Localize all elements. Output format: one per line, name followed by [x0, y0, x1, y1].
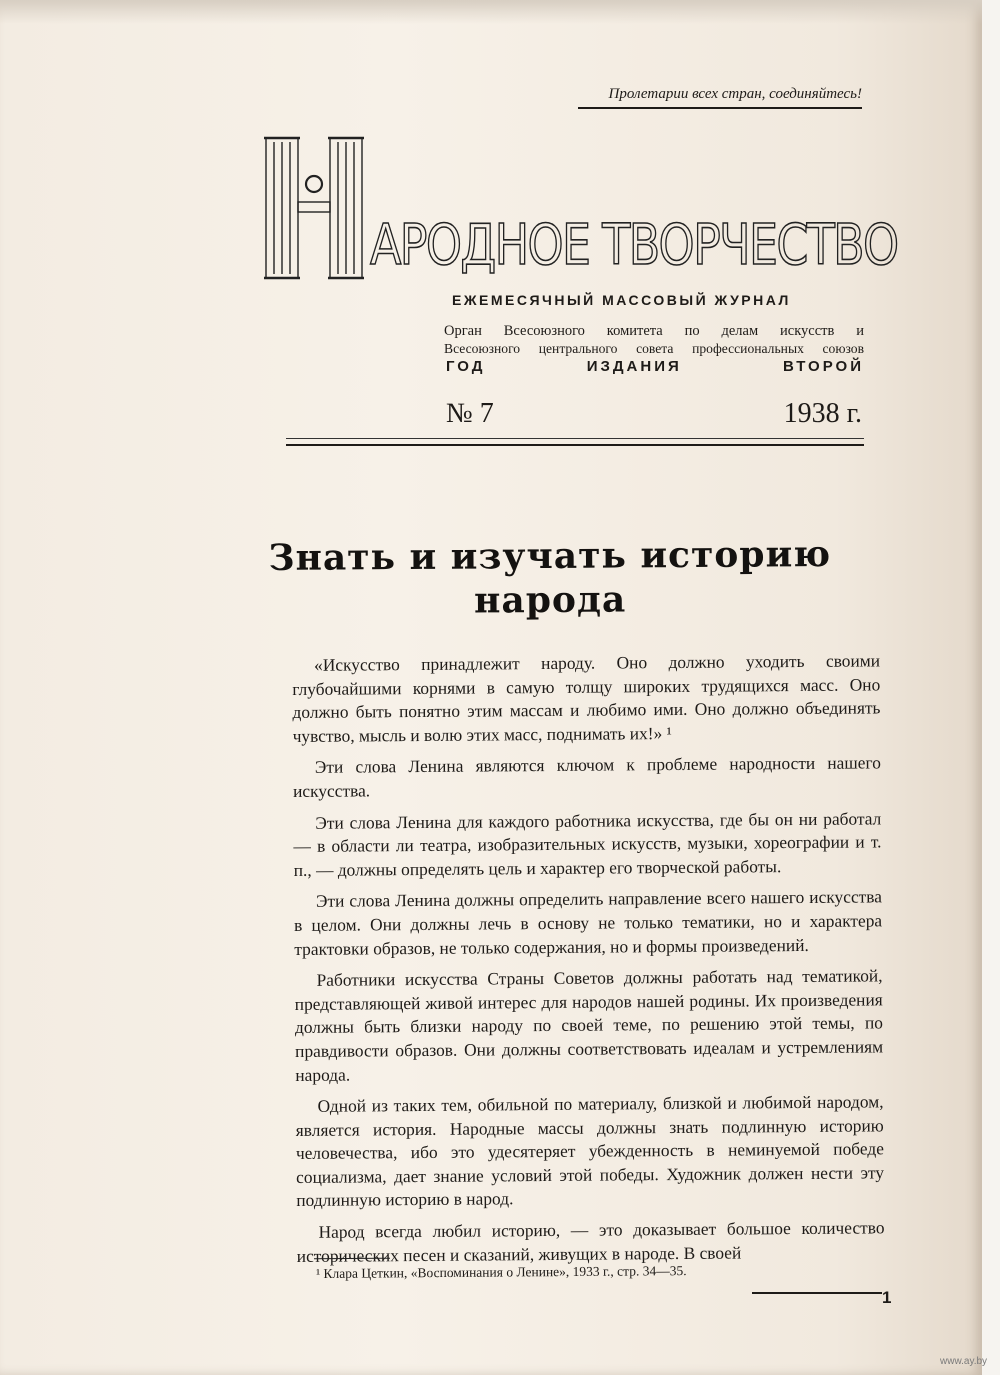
masthead-title: АРОДНОЕ ТВОРЧЕСТВО — [370, 213, 898, 278]
header-divider-thin — [286, 438, 864, 439]
masthead-initial-h — [262, 132, 366, 284]
paragraph: Работники искусства Страны Советов должны работать над тематикой, представляющей живой интерес для народов нашей родины. Их произведения должны быть близки народу по своей теме, по решению этой темы, по правдивости образов. Они должны соответствовать идеалам и устремлениям народа. — [294, 965, 884, 1085]
page-number: 1 — [882, 1288, 892, 1307]
paragraph: Эти слова Ленина должны определить направление всего нашего искусства в целом. Они должны лечь в основу не только тематики, но и характера трактовки образов, не только содержания, но и формы произведений. — [294, 886, 883, 959]
publication-year-line — [446, 358, 864, 375]
header-divider-thick — [286, 444, 864, 446]
article-title — [240, 532, 861, 624]
slogan: Пролетарии всех стран, соединяйтесь! — [578, 86, 862, 109]
publisher-line: Всесоюзного центрального совета профессиональных союзов — [444, 341, 864, 356]
publisher-line: Орган Всесоюзного комитета по делам искусств и — [444, 323, 864, 339]
paragraph: Одной из таких тем, обильной по материалу, близкой и любимой народом, является история. Народные массы должны знать подлинную историю человечества, ибо это удесятеряет убежденность в неминуемой победе социализма, дает знание условий этой победы. Художник должен нести эту подлинную историю в народ. — [295, 1091, 885, 1211]
watermark: www.ay.by — [940, 1356, 988, 1367]
issue-row — [446, 398, 862, 430]
issue-number: № 7 — [446, 398, 494, 429]
masthead — [262, 132, 898, 292]
paragraph: Народ всегда любил историю, — это доказывает большое количество исторических песен и сказаний, живущих в народе. В своей — [296, 1217, 885, 1266]
publisher-info — [444, 322, 864, 358]
scan-margin — [982, 0, 1000, 1375]
paragraph: «Искусство принадлежит народу. Оно должно уходить своими глубочайшими корнями в самую толщу широких трудящихся масс. Оно должно быть понятно этим массам и любимо ими. Оно должно объединять чувство, мысль и волю этих масс, поднимать их!» ¹ — [292, 650, 881, 746]
page-number-rule — [752, 1292, 882, 1294]
article-title-line: народа — [473, 578, 627, 622]
paragraph: Эти слова Ленина для каждого работника искусства, где бы он ни работал — в области ли театра, изобразительных искусств, музыки, хореографии и т. п., — должны определять цель и характер его творческой работы. — [293, 807, 882, 880]
year-word: ГОД — [446, 358, 486, 375]
year-word: ИЗДАНИЯ — [586, 358, 682, 375]
paragraph: Эти слова Ленина являются ключом к проблеме народности нашего искусства. — [292, 752, 881, 801]
footnote: ¹ Клара Цеткин, «Воспоминания о Ленине», 1933 г., стр. 34—35. — [316, 1263, 687, 1281]
journal-subtitle: ЕЖЕМЕСЯЧНЫЙ МАССОВЫЙ ЖУРНАЛ — [452, 292, 791, 308]
article-title-line: Знать и изучать историю — [268, 533, 832, 579]
year-word: ВТОРОЙ — [783, 358, 864, 375]
article-body — [292, 649, 885, 1276]
issue-year: 1938 г. — [783, 398, 862, 429]
